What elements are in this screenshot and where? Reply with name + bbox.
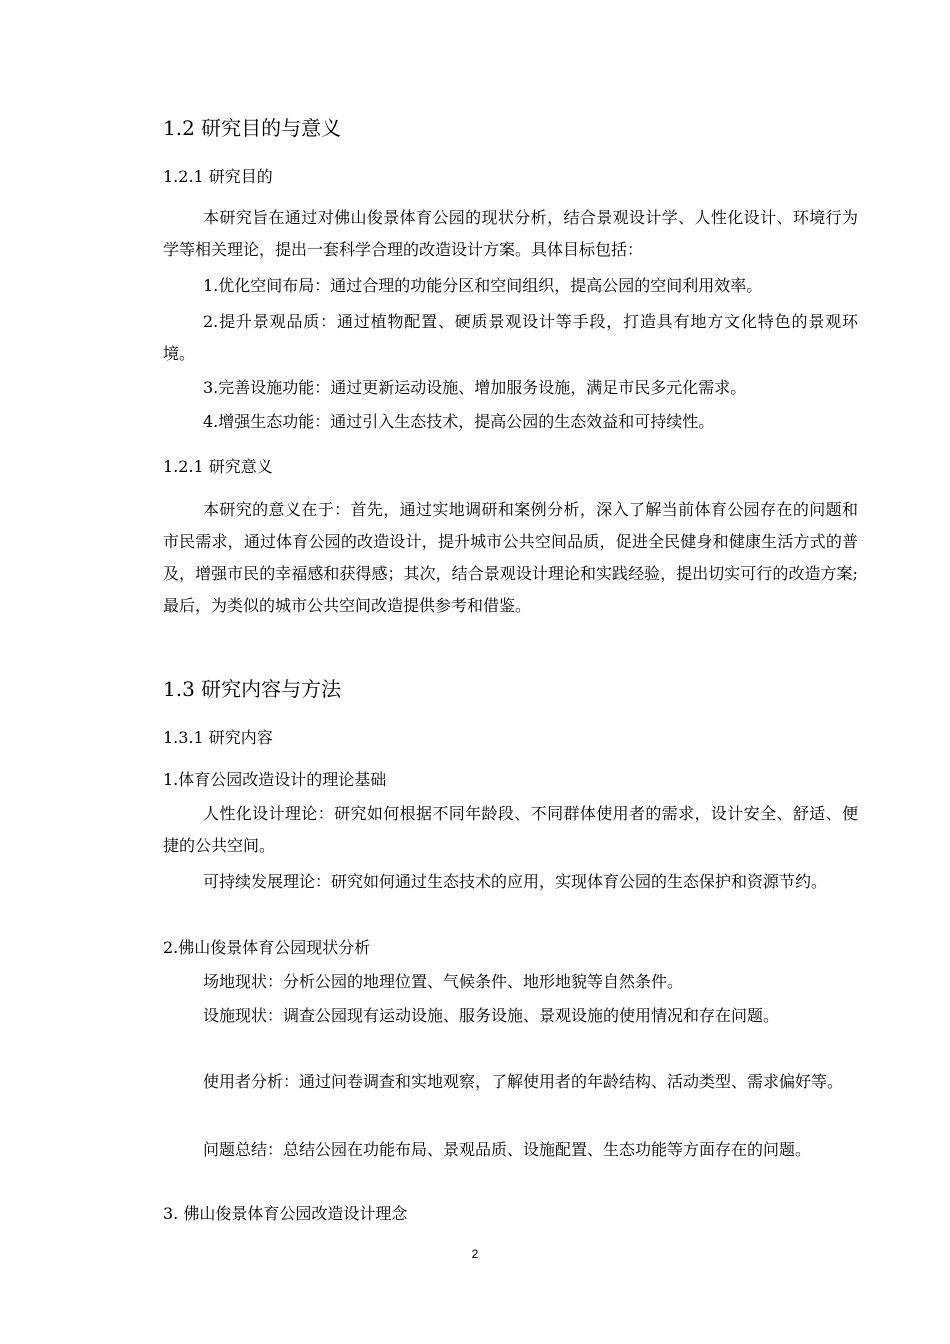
paragraph: 本研究的意义在于：首先，通过实地调研和案例分析，深入了解当前体育公园存在的问题和市民需求，通过体育公园的改造设计，提升城市公共空间品质，促进全民健身和健康生活方式的普及，增强市民的幸福感和获得感；其次，结合景观设计理论和实践经验，提出切实可行的改造方案;最后，为类似的城市公共空间改造提供参考和借鉴。 bbox=[163, 500, 858, 615]
content-point: 使用者分析：通过问卷调查和实地观察，了解使用者的年龄结构、活动类型、需求偏好等。 bbox=[203, 1072, 844, 1091]
research-purpose-intro bbox=[163, 202, 858, 266]
subsection-heading-1-2-1: 1.2.1 研究目的 bbox=[163, 167, 273, 186]
content-item-title: 2.佛山俊景体育公园现状分析 bbox=[163, 938, 371, 957]
content-point-block bbox=[163, 1000, 858, 1032]
paragraph: 本研究旨在通过对佛山俊景体育公园的现状分析，结合景观设计学、人性化设计、环境行为学等相关理论，提出一套科学合理的改造设计方案。具体目标包括： bbox=[163, 208, 858, 259]
goal-item: 3.完善设施功能：通过更新运动设施、增加服务设施，满足市民多元化需求。 bbox=[203, 378, 747, 397]
content-item-title: 3. 佛山俊景体育公园改造设计理念 bbox=[163, 1204, 408, 1223]
content-point: 问题总结：总结公园在功能布局、景观品质、设施配置、生态功能等方面存在的问题。 bbox=[203, 1140, 812, 1159]
goal-item: 4.增强生态功能：通过引入生态技术，提高公园的生态效益和可持续性。 bbox=[203, 412, 715, 431]
content-point: 设施现状：调查公园现有运动设施、服务设施、景观设施的使用情况和存在问题。 bbox=[203, 1006, 780, 1025]
subsection-heading-1-3-1: 1.3.1 研究内容 bbox=[163, 728, 273, 747]
content-point: 可持续发展理论：研究如何通过生态技术的应用，实现体育公园的生态保护和资源节约。 bbox=[203, 872, 828, 891]
content-item-title: 1.体育公园改造设计的理论基础 bbox=[163, 770, 387, 789]
research-significance-body bbox=[163, 494, 858, 622]
content-point-block bbox=[163, 1066, 858, 1098]
goal-item: 1.优化空间布局：通过合理的功能分区和空间组织，提高公园的空间利用效率。 bbox=[203, 276, 763, 295]
content-point-block bbox=[163, 1134, 858, 1166]
content-point: 人性化设计理论：研究如何根据不同年龄段、不同群体使用者的需求，设计安全、舒适、便捷的公共空间。 bbox=[163, 804, 858, 855]
goal-item: 2.提升景观品质：通过植物配置、硬质景观设计等手段，打造具有地方文化特色的景观环境。 bbox=[163, 312, 858, 363]
section-heading-1-2: 1.2 研究目的与意义 bbox=[163, 116, 342, 140]
page-number: 2 bbox=[471, 1247, 479, 1261]
content-point-block bbox=[163, 866, 858, 898]
content-point: 场地现状：分析公园的地理位置、气候条件、地形地貌等自然条件。 bbox=[203, 972, 684, 991]
goal-item-block bbox=[163, 306, 858, 370]
subsection-heading-research-significance: 1.2.1 研究意义 bbox=[163, 457, 273, 476]
content-point-block bbox=[163, 798, 858, 862]
section-heading-1-3: 1.3 研究内容与方法 bbox=[163, 677, 342, 701]
